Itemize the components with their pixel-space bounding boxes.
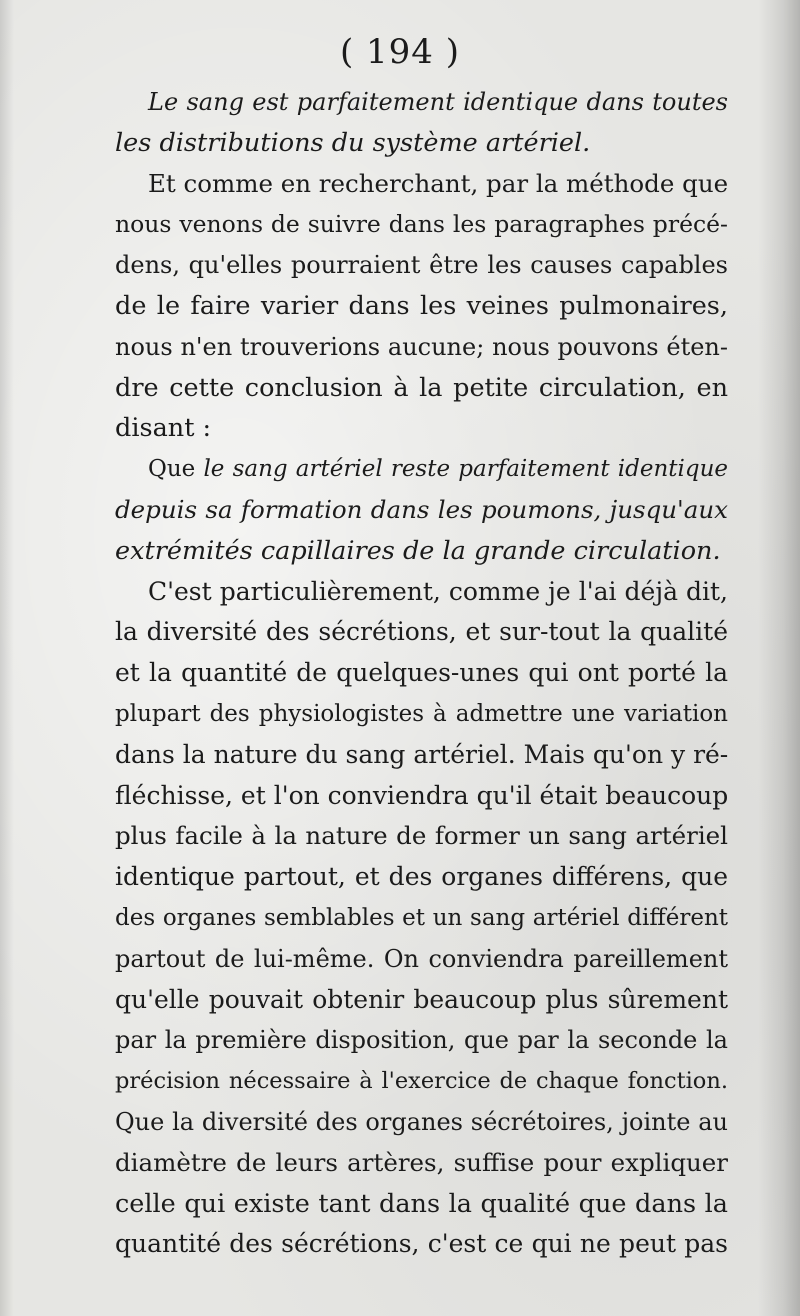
page-number: ( 194 ): [339, 32, 461, 72]
text-line: dans la nature du sang artériel. Mais qu'on y ré-: [115, 739, 729, 769]
body-text: [115, 82, 728, 1265]
text-line: C'est particulièrement, comme je l'ai déjà dit,: [148, 576, 728, 606]
text-line: dens, qu'elles pourraient être les causes capables: [115, 251, 728, 280]
page-left-edge-shadow: [0, 0, 14, 1316]
text-line: diamètre de leurs artères, suffise pour expliquer: [115, 1147, 728, 1177]
text-line: nous n'en trouverions aucune; nous pouvons éten-: [115, 332, 728, 361]
text-line: identique partout, et des organes différens, que: [115, 862, 728, 892]
text-line: depuis sa formation dans les poumons, jusqu'aux: [115, 494, 728, 524]
book-spine-shadow: [758, 0, 800, 1316]
text-line-mixed: [115, 449, 728, 490]
text-line: de le faire varier dans les veines pulmonaires,: [115, 290, 728, 321]
text-line: Que la diversité des organes sécrétoires, jointe au: [115, 1107, 728, 1136]
text-line: Et comme en recherchant, par la méthode que: [148, 168, 729, 198]
text-line: celle qui existe tant dans la qualité que dans la: [115, 1188, 728, 1219]
text-line: quantité des sécrétions, c'est ce qui ne peut pas: [115, 1229, 728, 1259]
text-line-italic-part: le sang artériel reste parfaitement identique: [203, 456, 729, 483]
text-line: partout de lui-même. On conviendra pareillement: [115, 944, 728, 973]
text-line: fléchisse, et l'on conviendra qu'il était beaucoup: [115, 780, 729, 810]
text-line: extrémités capillaires de la grande circulation.: [115, 535, 721, 566]
text-line: plupart des physiologistes à admettre une variation: [115, 700, 728, 727]
text-line: par la première disposition, que par la seconde la: [115, 1026, 728, 1055]
text-line-prefix: Que: [148, 456, 204, 483]
text-line: nous venons de suivre dans les paragraphes précé-: [115, 210, 728, 239]
text-line: et la quantité de quelques-unes qui ont porté la: [115, 658, 728, 688]
text-line: précision nécessaire à l'exercice de chaque fonction.: [115, 1068, 728, 1095]
text-line: qu'elle pouvait obtenir beaucoup plus sûrement: [115, 984, 728, 1014]
text-line: les distributions du système artériel.: [115, 127, 591, 158]
text-line: la diversité des sécrétions, et sur-tout la qualité: [115, 617, 728, 647]
text-line: dre cette conclusion à la petite circulation, en: [115, 372, 728, 403]
text-line: disant :: [115, 413, 212, 444]
text-line: des organes semblables et un sang artériel différent: [115, 904, 728, 931]
text-line: plus facile à la nature de former un sang artériel: [115, 821, 728, 851]
text-line: Le sang est parfaitement identique dans toutes: [148, 88, 728, 116]
